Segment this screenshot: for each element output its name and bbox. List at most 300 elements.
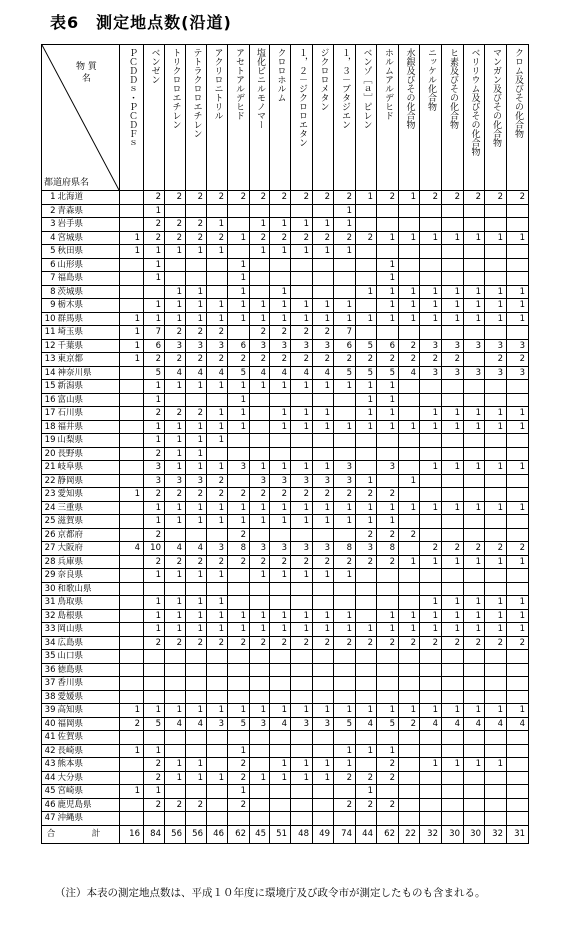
table-cell: 1 bbox=[313, 569, 334, 583]
table-cell: 1 bbox=[356, 191, 377, 205]
table-cell bbox=[334, 596, 356, 610]
table-cell: 2 bbox=[144, 353, 165, 367]
corner-item-label-1: 物 質 bbox=[76, 62, 97, 72]
table-cell bbox=[120, 461, 144, 475]
table-row bbox=[42, 191, 529, 205]
table-cell bbox=[186, 785, 207, 799]
column-header-label: ベンゼン bbox=[149, 48, 160, 84]
table-cell bbox=[464, 218, 485, 232]
table-cell bbox=[250, 434, 270, 448]
table-cell bbox=[442, 731, 464, 745]
table-cell bbox=[485, 272, 507, 286]
table-cell bbox=[507, 393, 529, 407]
prefecture-name: 秋田県 bbox=[58, 245, 120, 259]
prefecture-name: 北海道 bbox=[58, 191, 120, 205]
row-number: 21 bbox=[42, 461, 58, 475]
table-row bbox=[42, 407, 529, 421]
table-cell bbox=[207, 690, 228, 704]
table-cell bbox=[207, 258, 228, 272]
table-cell bbox=[313, 731, 334, 745]
table-cell: 1 bbox=[186, 299, 207, 313]
table-cell: 6 bbox=[334, 339, 356, 353]
column-header-label: ベリリウム及びその化合物 bbox=[469, 48, 480, 156]
table-cell: 4 bbox=[120, 542, 144, 556]
table-cell bbox=[442, 690, 464, 704]
table-cell bbox=[377, 447, 399, 461]
table-cell bbox=[442, 245, 464, 259]
total-cell: 62 bbox=[228, 825, 250, 843]
table-cell: 1 bbox=[291, 501, 313, 515]
table-cell: 3 bbox=[250, 339, 270, 353]
table-cell: 5 bbox=[377, 717, 399, 731]
table-cell bbox=[377, 474, 399, 488]
table-cell: 1 bbox=[165, 434, 186, 448]
prefecture-name: 長野県 bbox=[58, 447, 120, 461]
table-cell: 1 bbox=[144, 704, 165, 718]
table-cell bbox=[120, 218, 144, 232]
table-cell: 2 bbox=[250, 191, 270, 205]
table-cell: 2 bbox=[270, 353, 291, 367]
table-cell: 2 bbox=[377, 758, 399, 772]
table-cell: 3 bbox=[207, 542, 228, 556]
table-cell bbox=[120, 636, 144, 650]
table-cell: 1 bbox=[334, 758, 356, 772]
table-cell: 2 bbox=[165, 191, 186, 205]
table-cell: 1 bbox=[228, 744, 250, 758]
table-cell: 1 bbox=[399, 231, 420, 245]
row-number: 38 bbox=[42, 690, 58, 704]
table-cell: 1 bbox=[399, 623, 420, 637]
table-cell bbox=[507, 785, 529, 799]
table-cell: 1 bbox=[485, 596, 507, 610]
table-cell: 1 bbox=[442, 299, 464, 313]
table-cell bbox=[228, 218, 250, 232]
table-cell: 1 bbox=[313, 704, 334, 718]
table-cell bbox=[186, 677, 207, 691]
column-header-label: １，２－ジクロロエタン bbox=[297, 48, 307, 147]
table-cell bbox=[120, 623, 144, 637]
table-cell bbox=[313, 798, 334, 812]
table-row bbox=[42, 623, 529, 637]
table-cell bbox=[120, 474, 144, 488]
table-cell bbox=[165, 258, 186, 272]
table-cell: 1 bbox=[186, 245, 207, 259]
table-row bbox=[42, 299, 529, 313]
column-header bbox=[144, 45, 165, 191]
table-cell: 4 bbox=[485, 717, 507, 731]
table-cell bbox=[485, 744, 507, 758]
table-cell bbox=[442, 447, 464, 461]
table-cell bbox=[120, 366, 144, 380]
table-cell: 1 bbox=[291, 245, 313, 259]
table-cell bbox=[485, 515, 507, 529]
table-cell: 1 bbox=[356, 312, 377, 326]
table-cell bbox=[250, 650, 270, 664]
table-row bbox=[42, 636, 529, 650]
prefecture-name: 三重県 bbox=[58, 501, 120, 515]
table-cell: 2 bbox=[228, 758, 250, 772]
table-cell: 3 bbox=[186, 474, 207, 488]
table-cell: 7 bbox=[144, 326, 165, 340]
table-cell: 1 bbox=[250, 380, 270, 394]
table-cell bbox=[144, 731, 165, 745]
table-cell: 1 bbox=[165, 501, 186, 515]
table-cell: 3 bbox=[507, 366, 529, 380]
table-cell: 2 bbox=[165, 555, 186, 569]
table-cell: 1 bbox=[228, 299, 250, 313]
total-cell: 46 bbox=[207, 825, 228, 843]
table-cell: 1 bbox=[144, 609, 165, 623]
table-cell bbox=[270, 528, 291, 542]
table-cell: 3 bbox=[165, 339, 186, 353]
column-header bbox=[165, 45, 186, 191]
table-cell bbox=[377, 204, 399, 218]
table-row bbox=[42, 353, 529, 367]
table-cell: 1 bbox=[228, 231, 250, 245]
table-cell bbox=[313, 785, 334, 799]
column-header bbox=[377, 45, 399, 191]
table-cell: 1 bbox=[165, 420, 186, 434]
table-row bbox=[42, 542, 529, 556]
table-cell bbox=[399, 447, 420, 461]
table-cell: 2 bbox=[270, 191, 291, 205]
table-cell bbox=[250, 785, 270, 799]
table-cell: 2 bbox=[334, 353, 356, 367]
table-cell: 1 bbox=[250, 771, 270, 785]
table-cell: 4 bbox=[270, 717, 291, 731]
table-row bbox=[42, 758, 529, 772]
table-cell bbox=[485, 798, 507, 812]
total-cell: 56 bbox=[165, 825, 186, 843]
total-cell: 84 bbox=[144, 825, 165, 843]
table-cell: 5 bbox=[144, 366, 165, 380]
table-cell bbox=[399, 650, 420, 664]
table-cell bbox=[464, 650, 485, 664]
row-number: 18 bbox=[42, 420, 58, 434]
table-cell: 1 bbox=[207, 596, 228, 610]
table-cell: 1 bbox=[144, 623, 165, 637]
table-cell: 2 bbox=[186, 798, 207, 812]
table-cell: 1 bbox=[442, 596, 464, 610]
table-cell bbox=[356, 218, 377, 232]
column-header bbox=[507, 45, 529, 191]
table-cell: 2 bbox=[420, 542, 442, 556]
table-cell: 1 bbox=[485, 231, 507, 245]
table-cell: 2 bbox=[250, 353, 270, 367]
measurement-table bbox=[41, 44, 529, 844]
table-cell bbox=[442, 785, 464, 799]
row-number: 32 bbox=[42, 609, 58, 623]
table-cell bbox=[270, 731, 291, 745]
table-cell bbox=[313, 528, 334, 542]
table-cell: 2 bbox=[399, 717, 420, 731]
table-cell bbox=[120, 690, 144, 704]
table-cell bbox=[507, 474, 529, 488]
table-cell: 1 bbox=[291, 420, 313, 434]
table-cell: 1 bbox=[334, 204, 356, 218]
table-cell: 1 bbox=[507, 299, 529, 313]
table-cell: 1 bbox=[420, 299, 442, 313]
table-cell: 2 bbox=[207, 636, 228, 650]
table-cell bbox=[250, 285, 270, 299]
table-cell bbox=[399, 677, 420, 691]
table-cell bbox=[207, 272, 228, 286]
table-cell: 1 bbox=[270, 501, 291, 515]
table-cell bbox=[207, 650, 228, 664]
table-cell bbox=[507, 204, 529, 218]
table-cell bbox=[442, 663, 464, 677]
prefecture-name: 兵庫県 bbox=[58, 555, 120, 569]
table-cell: 1 bbox=[420, 231, 442, 245]
table-cell: 2 bbox=[270, 636, 291, 650]
table-cell bbox=[507, 434, 529, 448]
table-cell: 1 bbox=[186, 515, 207, 529]
row-number: 6 bbox=[42, 258, 58, 272]
row-number: 25 bbox=[42, 515, 58, 529]
table-cell bbox=[228, 569, 250, 583]
table-cell bbox=[313, 272, 334, 286]
table-cell: 1 bbox=[144, 434, 165, 448]
table-cell: 1 bbox=[228, 380, 250, 394]
table-cell: 1 bbox=[420, 312, 442, 326]
table-cell bbox=[464, 326, 485, 340]
row-number: 9 bbox=[42, 299, 58, 313]
prefecture-name: 新潟県 bbox=[58, 380, 120, 394]
table-cell: 1 bbox=[442, 609, 464, 623]
table-cell: 2 bbox=[507, 353, 529, 367]
table-cell bbox=[356, 434, 377, 448]
table-cell: 2 bbox=[507, 542, 529, 556]
table-cell bbox=[442, 515, 464, 529]
table-cell: 2 bbox=[291, 231, 313, 245]
table-cell: 3 bbox=[420, 366, 442, 380]
table-cell bbox=[120, 393, 144, 407]
column-header-label: 水銀及びその化合物 bbox=[404, 48, 415, 129]
table-cell: 1 bbox=[228, 258, 250, 272]
table-cell: 2 bbox=[186, 407, 207, 421]
table-cell: 1 bbox=[464, 704, 485, 718]
row-number: 47 bbox=[42, 812, 58, 826]
table-row bbox=[42, 380, 529, 394]
table-cell bbox=[399, 326, 420, 340]
row-number: 24 bbox=[42, 501, 58, 515]
table-row bbox=[42, 515, 529, 529]
table-row bbox=[42, 731, 529, 745]
table-cell bbox=[120, 528, 144, 542]
table-cell bbox=[270, 785, 291, 799]
table-cell: 1 bbox=[313, 515, 334, 529]
table-cell bbox=[420, 731, 442, 745]
table-cell bbox=[250, 596, 270, 610]
table-cell: 2 bbox=[313, 353, 334, 367]
table-cell: 3 bbox=[442, 366, 464, 380]
table-cell bbox=[250, 582, 270, 596]
table-row bbox=[42, 231, 529, 245]
row-number: 10 bbox=[42, 312, 58, 326]
table-cell: 3 bbox=[270, 542, 291, 556]
table-cell: 2 bbox=[356, 488, 377, 502]
table-cell: 2 bbox=[144, 488, 165, 502]
table-cell bbox=[120, 798, 144, 812]
table-cell bbox=[356, 461, 377, 475]
table-cell bbox=[313, 663, 334, 677]
table-cell bbox=[250, 731, 270, 745]
table-cell bbox=[507, 380, 529, 394]
row-number: 22 bbox=[42, 474, 58, 488]
column-header bbox=[250, 45, 270, 191]
table-cell: 1 bbox=[165, 515, 186, 529]
table-cell: 2 bbox=[442, 542, 464, 556]
table-cell bbox=[399, 596, 420, 610]
table-cell bbox=[485, 447, 507, 461]
table-cell bbox=[250, 447, 270, 461]
prefecture-name: 静岡県 bbox=[58, 474, 120, 488]
table-cell bbox=[207, 393, 228, 407]
table-cell: 1 bbox=[144, 393, 165, 407]
table-cell: 2 bbox=[144, 218, 165, 232]
table-cell: 2 bbox=[270, 326, 291, 340]
table-cell: 2 bbox=[165, 798, 186, 812]
table-cell bbox=[507, 771, 529, 785]
table-cell bbox=[291, 447, 313, 461]
table-row bbox=[42, 258, 529, 272]
prefecture-name: 愛知県 bbox=[58, 488, 120, 502]
table-cell bbox=[186, 812, 207, 826]
table-cell bbox=[420, 528, 442, 542]
table-cell bbox=[377, 663, 399, 677]
table-cell: 1 bbox=[120, 245, 144, 259]
column-header-label: マンガン及びその化合物 bbox=[491, 48, 501, 147]
table-cell bbox=[464, 393, 485, 407]
prefecture-name: 鳥取県 bbox=[58, 596, 120, 610]
table-cell bbox=[399, 569, 420, 583]
table-cell bbox=[399, 488, 420, 502]
prefecture-name: 鹿児島県 bbox=[58, 798, 120, 812]
table-cell bbox=[464, 447, 485, 461]
table-cell: 1 bbox=[291, 704, 313, 718]
table-row bbox=[42, 474, 529, 488]
table-cell: 1 bbox=[186, 771, 207, 785]
table-cell bbox=[485, 731, 507, 745]
table-cell bbox=[377, 326, 399, 340]
prefecture-name: 島根県 bbox=[58, 609, 120, 623]
table-cell: 2 bbox=[270, 231, 291, 245]
table-cell: 1 bbox=[334, 569, 356, 583]
table-cell: 2 bbox=[313, 191, 334, 205]
table-cell: 3 bbox=[464, 339, 485, 353]
table-cell: 1 bbox=[144, 258, 165, 272]
table-cell: 1 bbox=[120, 326, 144, 340]
table-cell bbox=[507, 488, 529, 502]
total-cell: 74 bbox=[334, 825, 356, 843]
table-cell bbox=[420, 218, 442, 232]
table-cell bbox=[120, 731, 144, 745]
table-cell bbox=[120, 555, 144, 569]
table-cell bbox=[207, 663, 228, 677]
table-cell: 1 bbox=[313, 623, 334, 637]
table-cell bbox=[120, 420, 144, 434]
table-cell bbox=[420, 488, 442, 502]
row-number: 37 bbox=[42, 677, 58, 691]
table-cell bbox=[228, 474, 250, 488]
table-cell: 3 bbox=[250, 474, 270, 488]
table-cell bbox=[377, 569, 399, 583]
table-cell: 1 bbox=[186, 380, 207, 394]
table-cell bbox=[186, 258, 207, 272]
table-cell: 4 bbox=[207, 366, 228, 380]
table-cell bbox=[420, 690, 442, 704]
table-cell: 1 bbox=[464, 420, 485, 434]
table-cell: 1 bbox=[313, 461, 334, 475]
table-cell bbox=[356, 663, 377, 677]
row-number: 23 bbox=[42, 488, 58, 502]
table-cell bbox=[442, 393, 464, 407]
table-cell: 1 bbox=[485, 704, 507, 718]
table-cell: 1 bbox=[313, 501, 334, 515]
table-cell bbox=[250, 812, 270, 826]
table-row bbox=[42, 420, 529, 434]
table-cell bbox=[120, 447, 144, 461]
table-cell bbox=[334, 258, 356, 272]
table-cell bbox=[485, 380, 507, 394]
table-cell: 1 bbox=[291, 758, 313, 772]
table-cell bbox=[507, 245, 529, 259]
row-number: 39 bbox=[42, 704, 58, 718]
table-cell bbox=[207, 812, 228, 826]
table-cell: 1 bbox=[313, 245, 334, 259]
table-cell: 7 bbox=[334, 326, 356, 340]
table-cell bbox=[399, 434, 420, 448]
table-cell bbox=[356, 609, 377, 623]
table-cell: 1 bbox=[186, 609, 207, 623]
table-cell bbox=[420, 663, 442, 677]
table-cell bbox=[485, 812, 507, 826]
table-cell: 1 bbox=[356, 285, 377, 299]
table-cell bbox=[442, 380, 464, 394]
table-cell: 2 bbox=[186, 191, 207, 205]
table-cell bbox=[442, 474, 464, 488]
table-cell bbox=[356, 258, 377, 272]
table-cell bbox=[144, 650, 165, 664]
table-cell: 1 bbox=[228, 285, 250, 299]
table-cell bbox=[507, 677, 529, 691]
table-cell bbox=[228, 690, 250, 704]
table-cell bbox=[291, 663, 313, 677]
table-cell: 1 bbox=[291, 609, 313, 623]
table-cell bbox=[120, 299, 144, 313]
total-cell: 51 bbox=[270, 825, 291, 843]
total-cell: 30 bbox=[442, 825, 464, 843]
table-cell: 1 bbox=[485, 299, 507, 313]
table-cell bbox=[250, 528, 270, 542]
prefecture-name: 大阪府 bbox=[58, 542, 120, 556]
table-cell bbox=[485, 258, 507, 272]
table-cell bbox=[485, 218, 507, 232]
table-cell: 2 bbox=[207, 326, 228, 340]
table-cell bbox=[420, 447, 442, 461]
table-cell: 4 bbox=[270, 366, 291, 380]
table-cell: 3 bbox=[291, 339, 313, 353]
table-cell bbox=[291, 731, 313, 745]
table-cell: 1 bbox=[399, 191, 420, 205]
row-number: 7 bbox=[42, 272, 58, 286]
table-cell: 1 bbox=[120, 339, 144, 353]
table-cell bbox=[165, 663, 186, 677]
column-header-label: トリクロロエチレン bbox=[170, 48, 181, 129]
table-cell bbox=[507, 218, 529, 232]
table-cell bbox=[377, 785, 399, 799]
table-cell: 2 bbox=[399, 528, 420, 542]
